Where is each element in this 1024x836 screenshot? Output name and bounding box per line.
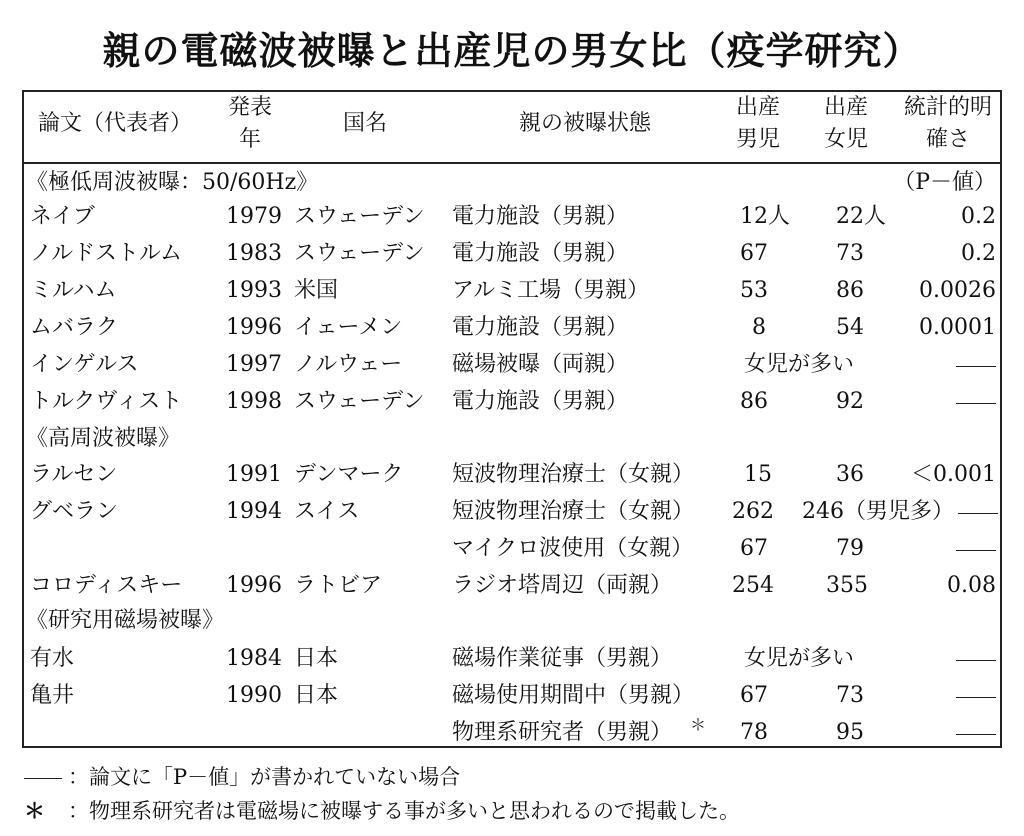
row-country: 日本 [294,646,339,671]
row-girls: 79 [836,536,864,561]
row-girls: 86 [836,278,864,303]
row-author: トルクヴィスト [30,389,183,414]
row-author: グベラン [30,499,119,524]
page-title: 親の電磁波被曝と出産児の男女比（疫学研究） [102,29,922,73]
row-exposure: アルミ工場（男親） [452,278,650,303]
no-p-value-dash [956,697,996,698]
row-p-value: 0.08 [947,573,996,598]
row-exposure: 磁場使用期間中（男親） [452,683,695,708]
row-girls: 92 [836,389,864,414]
row-girls: 54 [836,315,864,340]
row-country: デンマーク [294,462,404,487]
row-girls: 355 [826,573,868,598]
row-country: ラトビア [294,573,383,598]
row-exposure: 電力施設（男親） [452,389,629,414]
row-author: ムバラク [30,315,119,340]
header-year-line1: 発表 [227,95,272,120]
no-p-value-dash [958,513,998,514]
row-country: イェーメン [294,315,403,340]
row-boys: 67 [740,241,768,266]
row-note: 女児が多い [744,646,855,671]
p-value-note: （P－値） [893,170,996,195]
header-boys-line1: 出産 [735,95,780,120]
row-girls: 73 [836,683,864,708]
header-significance-line2: 確さ [925,127,970,152]
row-year: 1998 [226,389,282,414]
header-paper: 論文（代表者） [37,111,192,136]
row-author: ノルドストルム [30,241,183,266]
row-year: 1993 [226,278,282,303]
footnote-dash-text: ：論文に「P－値」が書かれていない場合 [68,765,461,789]
row-author: コロディスキー [30,573,183,598]
footnote-dash-symbol [24,778,62,779]
row-exposure: 電力施設（男親） [452,204,629,229]
row-year: 1984 [226,646,282,671]
row-exposure: 磁場被曝（両親） [452,352,629,377]
footnote-asterisk [24,798,740,824]
row-country: ノルウェー [294,352,403,377]
row-girls: 36 [836,462,864,487]
header-exposure: 親の被曝状態 [518,111,651,136]
row-country: スウェーデン [294,389,425,414]
row-year: 1996 [226,573,282,598]
row-year: 1994 [226,499,282,524]
no-p-value-dash [956,366,996,367]
row-girls: 73 [836,241,864,266]
section-label-research: 《研究用磁場被曝》 [26,608,225,633]
section-label-elf: 《極低周波被曝：50/60Hz》 [26,170,319,195]
row-girls: 95 [836,720,864,745]
row-boys: 15 [744,462,772,487]
no-p-value-dash [956,403,996,404]
row-boys: 67 [740,683,768,708]
header-boys-line2: 男児 [735,127,780,152]
row-author: インゲルス [30,352,139,377]
row-year: 1983 [226,241,282,266]
row-boys: 67 [740,536,768,561]
asterisk-mark: ＊ [690,715,707,734]
row-country: スイス [294,499,360,524]
row-exposure: 磁場作業従事（男親） [452,646,673,671]
row-boys: 254 [732,573,774,598]
row-country: 日本 [294,683,339,708]
row-exposure: 電力施設（男親） [452,315,629,340]
row-year: 1997 [226,352,282,377]
header-significance-line1: 統計的明 [903,95,992,120]
row-exposure: 短波物理治療士（女親） [452,499,695,524]
row-author: ミルハム [30,278,117,303]
footnote-asterisk-symbol: ＊ [24,798,45,823]
row-boys: 12人 [740,204,790,229]
row-year: 1996 [226,315,282,340]
row-p-value: 0.2 [961,241,996,266]
no-p-value-dash [956,734,996,735]
row-country: 米国 [294,278,339,303]
footnote-dash [24,764,460,790]
header-year-line2: 年 [238,127,261,152]
row-exposure: 短波物理治療士（女親） [452,462,695,487]
row-p-value: 0.0001 [919,315,996,340]
header-girls-line2: 女児 [823,127,868,152]
row-author: 有水 [30,646,75,671]
row-boys: 8 [752,315,766,340]
row-author: ネイブ [30,204,95,229]
row-country: スウェーデン [294,241,425,266]
row-boys: 262 [732,499,774,524]
header-girls-line1: 出産 [823,95,868,120]
row-author: ラルセン [30,462,118,487]
row-p-value: 0.2 [961,204,996,229]
row-girls: 22人 [836,204,886,229]
no-p-value-dash [956,660,996,661]
row-country: スウェーデン [294,204,425,229]
row-boys: 53 [740,278,768,303]
row-year: 1990 [226,683,282,708]
row-exposure: ラジオ塔周辺（両親） [452,573,673,598]
row-p-value: 0.0026 [919,278,996,303]
row-year: 1991 [226,462,282,487]
row-boys: 86 [740,389,768,414]
row-exposure: マイクロ波使用（女親） [452,536,694,561]
no-p-value-dash [956,550,996,551]
row-exposure: 物理系研究者（男親） [452,720,673,745]
row-note: 女児が多い [744,352,855,377]
row-exposure: 電力施設（男親） [452,241,629,266]
row-boys: 78 [740,720,768,745]
row-year: 1979 [226,204,282,229]
row-p-value: ＜0.001 [911,462,996,487]
header-divider [22,162,1002,164]
footnote-asterisk-text: ：物理系研究者は電磁場に被曝する事が多いと思われるので掲載した。 [68,799,740,823]
header-country: 国名 [342,111,387,136]
row-author: 亀井 [30,683,75,708]
row-girls: 246（男児多） [802,499,954,524]
section-label-rf: 《高周波被曝》 [26,426,181,451]
